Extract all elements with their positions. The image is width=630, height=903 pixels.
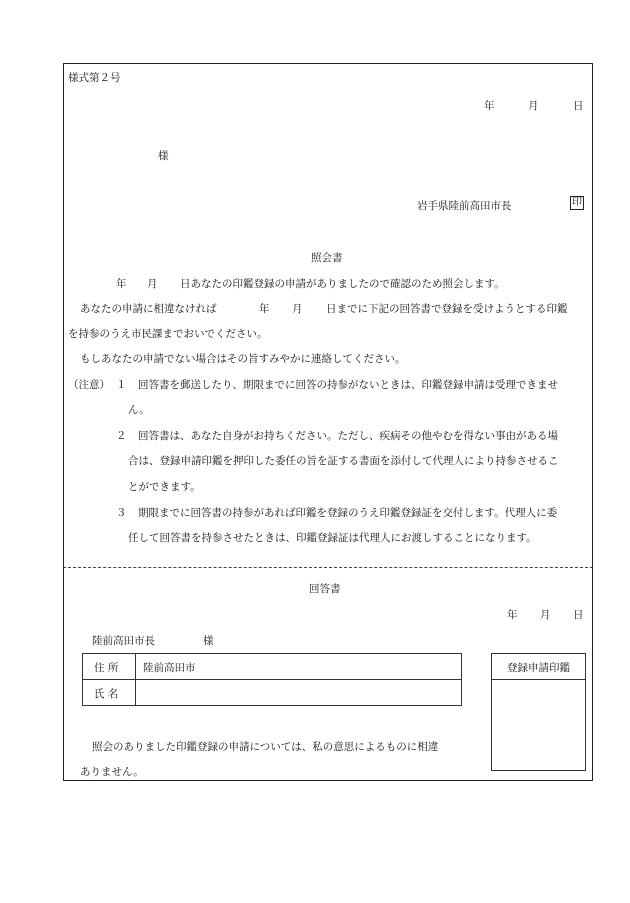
reply-date-day: 日 xyxy=(573,609,584,621)
seal-box-divider xyxy=(491,679,586,680)
statement-line-2: ありません。 xyxy=(80,766,144,778)
reply-addressee: 陸前高田市長 xyxy=(92,635,155,647)
name-label: 氏 名 xyxy=(94,688,119,700)
notice-line1: 日あなたの印鑑登録の申請がありましたので確認のため照会します。 xyxy=(180,278,505,290)
note-3-line-2: 任して回答書を持参させたときは、印鑑登録証は代理人にお渡しすることになります。 xyxy=(128,532,537,544)
note-1-num: １ xyxy=(116,379,127,391)
reply-addressee-suffix: 様 xyxy=(203,635,214,647)
date-day: 日 xyxy=(573,100,584,112)
reply-date-month: 月 xyxy=(540,609,551,621)
notice-line2-end: 日までに下記の回答書で登録を受けようとする印鑑 xyxy=(326,303,568,315)
notice-line3: を持参のうえ市民課までおいでください。 xyxy=(68,328,268,340)
address-value: 陸前高田市 xyxy=(143,662,196,674)
notice-line2-month: 月 xyxy=(292,303,303,315)
reply-title: 回答書 xyxy=(309,583,341,595)
note-3-line-1: 期限までに回答書の持参があれば印鑑を登録のうえ印鑑登録証を交付します。代理人に委 xyxy=(138,507,558,519)
notice-line2-start: あなたの申請に相違なければ xyxy=(80,303,217,315)
note-2-line-1: 回答書は、あなた自身がお持ちください。ただし、疾病その他やむを得ない事由がある場 xyxy=(138,430,558,442)
addressee-suffix: 様 xyxy=(158,150,169,162)
notice-month: 月 xyxy=(147,278,158,290)
notice-line4: もしあなたの申請でない場合はその旨すみやかに連絡してください。 xyxy=(80,353,406,365)
note-2-line-2: 合は、登録申請印鑑を押印した委任の旨を証する書面を添付して代理人により持参させるこ xyxy=(128,455,559,467)
notice-title: 照会書 xyxy=(311,252,343,264)
note-2-line-3: とができます。 xyxy=(128,481,201,493)
note-1-line-1: 回答書を郵送したり、期限までに回答の持参がないときは、印鑑登録申請は受理できませ xyxy=(138,379,558,391)
statement-line-1: 照会のありました印鑑登録の申請については、私の意思によるものに相違 xyxy=(92,741,439,753)
seal-mark: 印 xyxy=(572,197,582,208)
table-row-divider xyxy=(82,679,462,680)
date-month: 月 xyxy=(528,100,539,112)
cut-line xyxy=(63,567,593,568)
note-1-line-2: ん。 xyxy=(128,404,150,416)
form-number: 様式第２号 xyxy=(68,72,121,84)
caution-label: （注意） xyxy=(68,379,110,391)
table-col-divider xyxy=(135,653,136,706)
note-2-num: ２ xyxy=(116,430,127,442)
address-label: 住 所 xyxy=(94,662,119,674)
notice-line2-year: 年 xyxy=(259,303,270,315)
date-year: 年 xyxy=(484,100,495,112)
reply-date-year: 年 xyxy=(507,609,518,621)
notice-year: 年 xyxy=(116,278,127,290)
issuer-name: 岩手県陸前高田市長 xyxy=(417,200,512,212)
seal-box-label: 登録申請印鑑 xyxy=(507,662,570,674)
note-3-num: ３ xyxy=(116,507,127,519)
